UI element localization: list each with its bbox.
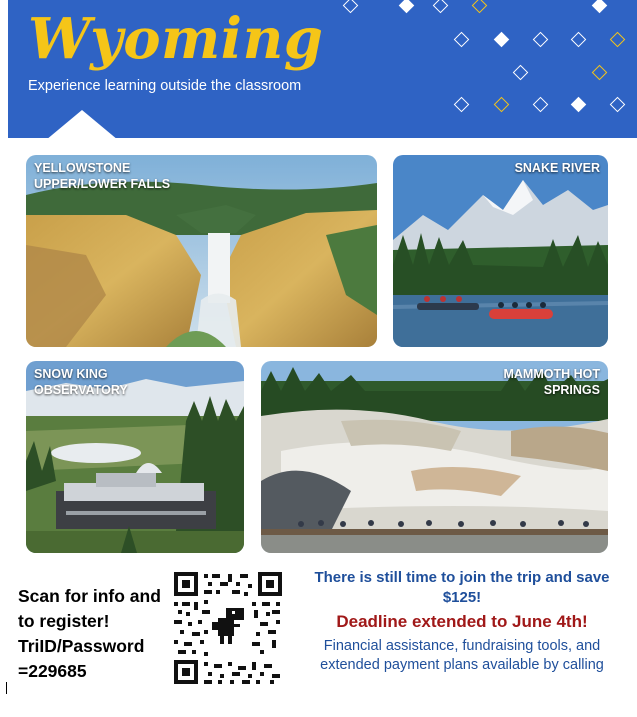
diamond-icon [454,32,470,48]
diamond-icon [610,32,626,48]
header-banner [8,0,637,138]
text-cursor [6,682,7,694]
diamond-icon [571,32,587,48]
diamond-icon [494,32,510,48]
financial-assistance-note: Financial assistance, fundraising tools, and extended payment plans available by calling [320,638,604,673]
diamond-icon [433,0,449,13]
diamond-icon [494,97,510,113]
snake-river-image [393,155,608,347]
diamond-icon [592,0,608,13]
diamond-icon [533,32,549,48]
diamond-icon [454,97,470,113]
photo-title: YELLOWSTONE UPPER/LOWER FALLS [34,161,171,191]
diamond-icon [472,0,488,13]
photo-title: MAMMOTH HOT SPRINGS [503,367,600,397]
banner-notch [46,110,118,138]
diamond-icon [513,65,529,81]
diamond-icon [343,0,359,13]
diamond-icon [592,65,608,81]
deadline-notice: Deadline extended to June 4th! [336,612,588,631]
photo-title: SNAKE RIVER [514,161,600,175]
photo-snow-king-observatory [26,361,244,553]
qr-code[interactable] [172,570,284,686]
diamond-icon [571,97,587,113]
page-subtitle: Experience learning outside the classroom [28,78,302,94]
register-instructions: Scan for info and to register! TriID/Password =229685 [18,586,161,681]
promo-headline: There is still time to join the trip and save $125! [314,569,610,606]
photo-mammoth-hot-springs [261,361,608,553]
photo-snake-river [393,155,608,347]
page-title: Wyoming [28,6,324,72]
photo-yellowstone-falls [26,155,377,347]
diamond-icon [610,97,626,113]
diamond-icon [399,0,415,13]
diamond-icon [533,97,549,113]
photo-title: SNOW KING OBSERVATORY [34,367,128,397]
